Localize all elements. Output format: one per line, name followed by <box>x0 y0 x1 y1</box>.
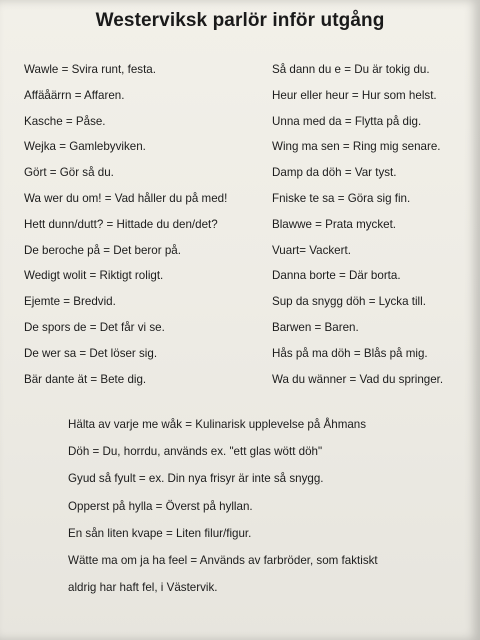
phrase-entry: Wa wer du om! = Vad håller du på med! <box>24 191 228 205</box>
phrase-entry: Ejemte = Bredvid. <box>24 295 116 309</box>
phrase-entry: Wedigt wolit = Riktigt roligt. <box>24 269 164 283</box>
phrase-entry: Fniske te sa = Göra sig fin. <box>272 191 411 205</box>
phrase-line: aldrig har haft fel, i Västervik. <box>68 581 218 595</box>
phrase-entry: De beroche på = Det beror på. <box>24 243 181 257</box>
phrase-entry: Hås på ma döh = Blås på mig. <box>272 346 428 360</box>
phrase-entry: Wing ma sen = Ring mig senare. <box>272 140 441 154</box>
phrase-line: En sån liten kvape = Liten filur/figur. <box>68 526 252 540</box>
left-phrase-column <box>24 63 227 398</box>
phrase-line: Gyud så fyult = ex. Din nya frisyr är inte så snygg. <box>68 472 324 486</box>
phrase-entry: Damp da döh = Var tyst. <box>272 166 397 180</box>
phrase-entry: Wejka = Gamlebyviken. <box>24 140 146 154</box>
phrase-entry: Så dann du e = Du är tokig du. <box>272 63 430 76</box>
phrase-entry: Affäåärrn = Affaren. <box>24 88 125 102</box>
phrase-entry: De spors de = Det får vi se. <box>24 320 165 334</box>
phrase-line: Wätte ma om ja ha feel = Används av farbröder, som faktiskt <box>68 553 378 567</box>
phrase-entry: Gört = Gör så du. <box>24 166 114 180</box>
phrase-entry: Heur eller heur = Hur som helst. <box>272 88 437 102</box>
phrase-entry: Wawle = Svira runt, festa. <box>24 63 156 76</box>
bottom-phrase-block <box>68 418 378 608</box>
phrase-entry: Unna med da = Flytta på dig. <box>272 114 422 128</box>
phrase-entry: Blawwe = Prata mycket. <box>272 217 397 231</box>
page-title: Westerviksk parlör inför utgång <box>95 10 385 31</box>
phrase-entry: Vuart= Vackert. <box>272 243 351 257</box>
phrase-line: Opperst på hylla = Överst på hyllan. <box>68 499 253 513</box>
phrase-entry: Barwen = Baren. <box>272 320 359 334</box>
phrase-entry: Kasche = Påse. <box>24 114 106 128</box>
phrase-entry: Wa du wänner = Vad du springer. <box>272 372 444 386</box>
phrase-entry: Sup da snygg döh = Lycka till. <box>272 295 426 309</box>
phrase-entry: Hett dunn/dutt? = Hittade du den/det? <box>24 217 218 231</box>
right-phrase-column <box>272 63 443 398</box>
phrase-entry: Danna borte = Där borta. <box>272 269 401 283</box>
phrase-line: Hälta av varje me wåk = Kulinarisk upplevelse på Åhmans <box>68 418 367 431</box>
phrase-entry: Bär dante ät = Bete dig. <box>24 372 147 386</box>
phrase-line: Döh = Du, horrdu, används ex. "ett glas wött döh" <box>68 445 323 459</box>
phrase-entry: De wer sa = Det löser sig. <box>24 346 158 360</box>
